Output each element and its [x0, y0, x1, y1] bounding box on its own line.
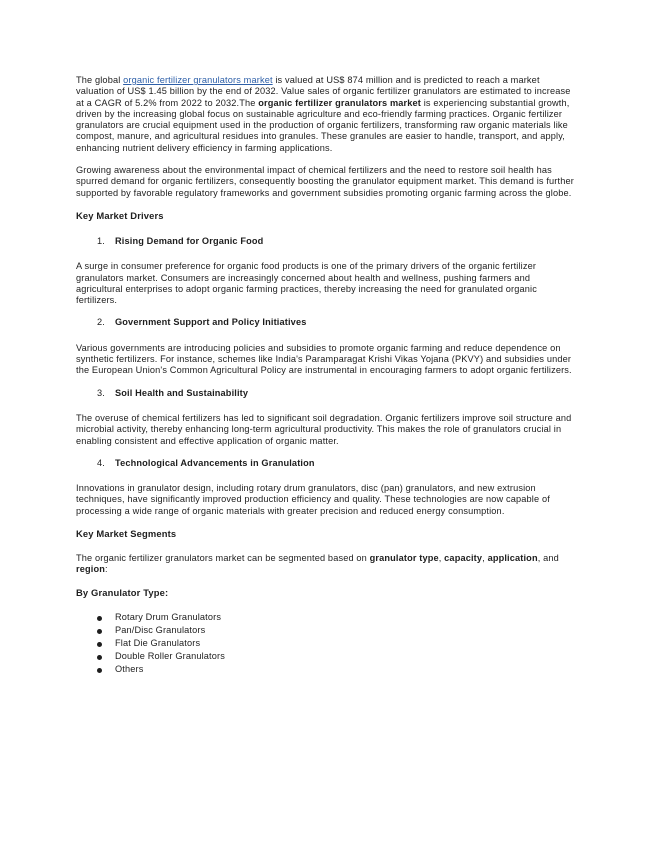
- granulator-type-heading: By Granulator Type:: [76, 586, 169, 598]
- intro-bold-phrase: organic fertilizer granulators market: [258, 97, 422, 108]
- intro-paragraph-2: Growing awareness about the environmental impact of chemical fertilizers and the need to restore soil health has spurred demand for organic fertilizers, consequently boosting the granulator equipment market. This demand is further supported by favorable regulatory frameworks and government subsidies promoting organic farming across the globe.: [76, 165, 574, 198]
- driver-2: [76, 317, 576, 376]
- driver-text: A surge in consumer preference for organic food products is one of the primary drivers of the organic fertilizer granulators market. Consumers are increasingly concerned about health and wellness, pushing farmers and agricultural enterprises to adopt organic farming practices, thereby increasing the need for granulated organic fertilizers.: [76, 261, 537, 306]
- segment-capacity: capacity: [444, 553, 483, 564]
- list-item-label: Rotary Drum Granulators: [115, 612, 222, 623]
- intro-text-end: is experiencing substantial growth, driven by the increasing global focus on sustainable agriculture and eco-friendly farming practices. Organic fertilizer granulators are crucial equipment used in the production of organic fertilizers, transforming raw organic materials like compost, manure, and agricultural residues into granules. These granules are easier to handle, transport, and apply, enhancing nutrient delivery efficiency in farming applications.: [76, 97, 570, 153]
- driver-title: Government Support and Policy Initiatives: [115, 317, 307, 328]
- driver-title: Rising Demand for Organic Food: [115, 235, 264, 246]
- segment-region: region: [76, 564, 105, 575]
- driver-1: [76, 236, 576, 306]
- driver-number: 3.: [97, 387, 105, 398]
- list-item-label: Pan/Disc Granulators: [115, 625, 206, 636]
- intro-paragraph-1: [76, 75, 576, 154]
- driver-title-row: [76, 236, 576, 247]
- segment-application: application: [487, 553, 538, 564]
- bullet-icon: [97, 629, 102, 634]
- driver-text: Various governments are introducing policies and subsidies to promote organic farming and reduce dependence on synthetic fertilizers. For instance, schemes like India's Paramparagat Krishi Vikas Yojana (PKVY) and subsidies under the European Union's Common Agricultural Policy are instrumental in encouraging farmers to adopt organic fertilizers.: [76, 342, 572, 376]
- bullet-icon: [97, 655, 102, 660]
- driver-3: [76, 388, 576, 447]
- segments-intro: [76, 553, 576, 576]
- driver-text: Innovations in granulator design, including rotary drum granulators, disc (pan) granulators, and new extrusion techniques, have significantly improved production efficiency and quality. These technologies are now capable of processing a wide range of organic materials with greater precision and reduced energy consumption.: [76, 483, 550, 516]
- separator: , and: [537, 553, 559, 564]
- driver-title-row: [76, 458, 576, 469]
- driver-number: 2.: [97, 317, 105, 328]
- bullet-icon: [97, 668, 102, 673]
- list-item-label: Double Roller Granulators: [115, 651, 225, 662]
- market-link[interactable]: organic fertilizer granulators market: [123, 75, 273, 85]
- list-item: [76, 664, 576, 677]
- drivers-heading: Key Market Drivers: [76, 209, 164, 221]
- granulator-type-list: [76, 612, 576, 677]
- driver-4: [76, 458, 576, 517]
- driver-title-row: [76, 388, 576, 399]
- list-item: [76, 651, 576, 664]
- list-item-label: Others: [115, 664, 144, 675]
- driver-title-row: [76, 317, 576, 328]
- driver-title: Technological Advancements in Granulation: [115, 457, 315, 468]
- segment-granulator-type: granulator type: [369, 553, 439, 564]
- list-item: [76, 625, 576, 638]
- intro-text-start: The global: [76, 75, 124, 85]
- separator: ,: [438, 553, 445, 564]
- list-item: [76, 612, 576, 625]
- separator: ,: [482, 553, 488, 564]
- bullet-icon: [97, 642, 102, 647]
- document-page: [76, 75, 576, 677]
- segments-intro-text: The organic fertilizer granulators market can be segmented based on: [76, 553, 370, 564]
- segments-heading: Key Market Segments: [76, 528, 177, 540]
- intro-text-mid: is valued at US$ 874 million and is predicted to reach a market valuation of US$ 1.45 billion by the end of 2032. Value sales of organic fertilizer granulators are estimated to increase at a CAGR of 5.2% from 2022 to 2032.The: [76, 75, 571, 108]
- bullet-icon: [97, 616, 102, 621]
- driver-text: The overuse of chemical fertilizers has led to significant soil degradation. Organic fertilizers improve soil structure and microbial activity, thereby enhancing long-term agricultural productivity. This makes the role of granulators crucial in enabling consistent and effective application of organic matter.: [76, 412, 572, 446]
- punctuation: :: [104, 564, 108, 575]
- driver-number: 4.: [97, 457, 105, 468]
- list-item: [76, 638, 576, 651]
- driver-title: Soil Health and Sustainability: [115, 387, 249, 398]
- driver-number: 1.: [97, 235, 105, 246]
- list-item-label: Flat Die Granulators: [115, 638, 201, 649]
